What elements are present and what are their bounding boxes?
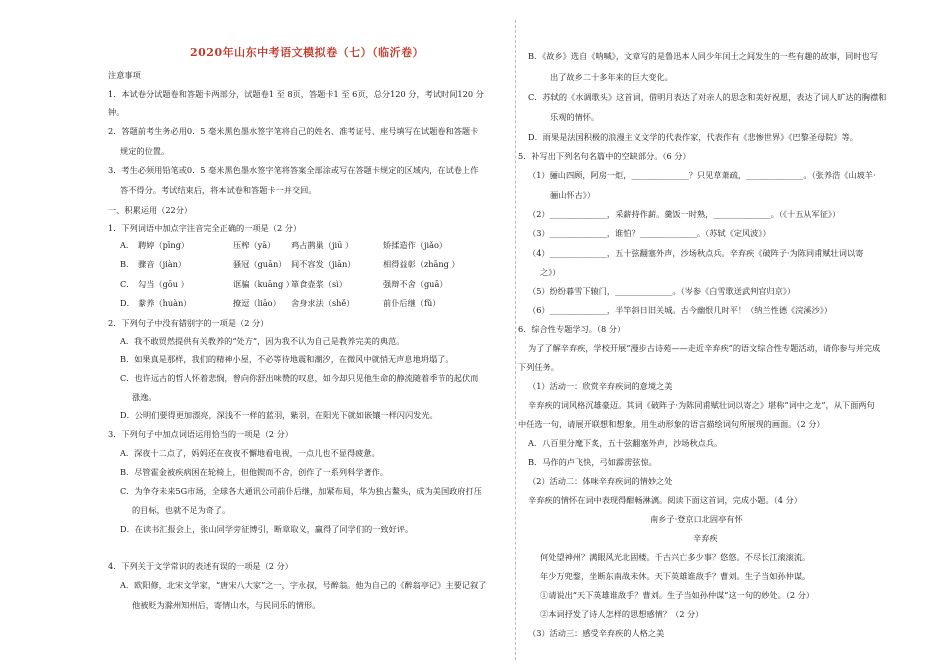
notice-line: 规定的位置。 <box>120 146 170 156</box>
q5-line-3: （3）______________，谁怕？______________。（苏轼《定风波》） <box>528 228 771 238</box>
q6-intro-cont: 下列任务。 <box>518 362 559 372</box>
option-word: 压榨（yā） <box>233 240 276 250</box>
q4-option-c-cont: 乐观的情怀。 <box>550 112 600 122</box>
question-5-stem: 5．补写出下列名句名篇中的空缺部分。（6 分） <box>518 151 691 161</box>
q3-option-c-cont: 的目标，也就不足为奇了。 <box>132 505 231 515</box>
notice-line: 3．考生必须用铅笔或0．5 毫米黑色墨水签字笔将答案全部涂或写在答题卡规定的区域内，在试卷上作 <box>108 165 479 175</box>
option-letter: B． <box>120 259 135 269</box>
q2-option-a: A．我不敢贸然提供有关教养的“处方”，因为我不认为自己是教养完美的典范。 <box>120 336 405 346</box>
q3-option-b: B．尽管霍金被疾病困在轮椅上，但他锲而不舍，创作了一系列科学著作。 <box>120 467 389 477</box>
q4-option-c: C．苏轼的《水调歌头》这首词，借明月表达了对亲人的思念和美好祝愿，表达了词人旷达的胸襟和 <box>528 92 887 102</box>
option-letter: D． <box>120 298 135 308</box>
q1-option-c <box>120 279 448 289</box>
q2-option-c-cont: 涨逸。 <box>132 392 157 402</box>
question-3-stem: 3．下列句子中加点词语运用恰当的一项是（2 分） <box>108 429 293 439</box>
q1-option-b <box>120 259 460 269</box>
q4-option-d: D．雨果是法国积极的浪漫主义文学的代表作家，代表作有《悲惨世界》《巴黎圣母院》等。 <box>528 132 858 142</box>
q4-option-b: B．《故乡》选自《呐喊》，文章写的是鲁迅本人同少年闰土之间发生的一些有趣的故事，同时也写 <box>528 51 878 61</box>
option-word: 相得益彰（zhāng ） <box>383 259 460 269</box>
notice-line: 1．本试卷分试题卷和答题卡两部分，试题卷1 至 8页，答题卡1 至 6页，总分120 分，考试时间120 分 <box>108 89 484 99</box>
q6-activity-1-text-cont: 中任选一句，请展开联想和想象，用生动形象的语言描绘词句所展现的画面。（2 分） <box>518 419 825 429</box>
q6-sub-question-2: ②本词抒发了诗人怎样的思想感情？（2 分） <box>540 609 704 619</box>
option-word: 箪食壶浆（sì） <box>291 279 347 289</box>
poem-title: 南乡子·登京口北固亭有怀 <box>650 514 743 524</box>
q6-activity-3: （3）活动三：感受辛弃疾的人格之美 <box>528 628 665 638</box>
q4-option-b-cont: 出了故乡二十多年来的巨大变化。 <box>550 72 673 82</box>
q4-option-a: A．欧阳修，北宋文学家，“唐宋八大家”之一，字永叔，号醉翁。他为自己的《醉翁亭记》主要记叙了 <box>120 580 487 590</box>
option-word: 鸡占鹊巢（jiū ） <box>291 240 354 250</box>
q6-activity-2-text: 辛弃疾的情怀在词中表现得酣畅淋漓。阅读下面这首词，完成小题。（4 分） <box>528 495 802 505</box>
q6-activity-2: （2）活动二：体味辛弃疾词的情妙之处 <box>528 476 673 486</box>
option-word: 强辩不舍（guā） <box>383 279 448 289</box>
option-word: 前仆后继（fǔ） <box>383 298 441 308</box>
option-letter: A． <box>120 240 135 250</box>
q2-option-b: B．如果真是那样，我们的精神小屋，不必等待地震和潮汐，在微风中就悄无声息地坍塌了。 <box>120 354 454 364</box>
q6-activity-1-option-b: B．马作的卢飞快，弓如霹雳弦惊。 <box>528 457 657 467</box>
q2-option-d: D．公明们要得更加漂亮，深浅不一样的蓝羽，紫羽，在阳光下就如嵌镶一样闪闪发光。 <box>120 410 438 420</box>
notice-line: 答不得分。考试结束后，将本试卷和答题卡一并交回。 <box>120 185 317 195</box>
option-word: 矫揉造作（jiǎo） <box>383 240 448 250</box>
column-divider <box>515 20 516 660</box>
poem-line: 何处望神州？满眼风光北固楼。千古兴亡多少事？悠悠。不尽长江滚滚流。 <box>540 552 811 562</box>
q5-line-4: （4）______________，五十弦翻塞外声，沙场秋点兵。辛弃疾《破阵子·为陈同甫赋壮词以寄 <box>528 248 864 258</box>
q6-activity-1-text: 辛弃疾的词风格沉雄豪迈。其词《破阵子·为陈同甫赋壮词以寄之》堪称“词中之龙”，从下面两句 <box>528 400 875 410</box>
q6-sub-question-1: ①请说出“天下英雄谁敌手？曹刘。生子当如孙仲谋”这一句的妙处。（2 分） <box>540 590 815 600</box>
option-word: 骤音（jiàn） <box>138 259 187 269</box>
q6-activity-1: （1）活动一：欣赏辛弃疾词的意境之美 <box>528 381 673 391</box>
option-letter: C． <box>120 279 135 289</box>
q5-line-1: （1）骊山四顾，阿房一炬，______________？只见草萧疏，______________。（张养浩《山坡羊· <box>528 170 876 180</box>
q5-line-5: （5）纷纷暮雪下辕门，______________。（岑参《白雪歌送武判官归京》） <box>528 286 796 296</box>
option-word: 撩逗（liāo） <box>233 298 281 308</box>
q4-option-a-cont: 他被贬为滁州知州后，寄情山水，与民同乐的情形。 <box>132 600 321 610</box>
poem-line: 年少万兜鍪，坐断东南战未休。天下英雄谁敌手？曹刘。生子当如孙仲谋。 <box>540 571 811 581</box>
option-word: 聘婷（pīng） <box>138 240 190 250</box>
q5-line-2: （2）______________，采薪持作薪。羹饭一时熟，______________。（《十五从军征》） <box>528 209 841 219</box>
option-word: 舍身求法（shě） <box>291 298 355 308</box>
q1-option-a <box>120 240 447 250</box>
q3-option-d: D．在读书汇报会上，张山同学旁征博引，断章取义，赢得了同学们的一致好评。 <box>120 524 414 534</box>
notice-heading: 注意事项 <box>108 70 141 80</box>
question-4-stem: 4．下列关于文学常识的表述有误的一项是（2 分） <box>108 561 293 571</box>
question-2-stem: 2．下列句子中没有错别字的一项是（2 分） <box>108 318 269 328</box>
q5-line-1-cont: 骊山怀古》） <box>550 190 596 200</box>
notice-line: 钟。 <box>108 107 125 117</box>
q3-option-a: A．深夜十二点了，妈妈还在夜夜不懈地看电视，一点儿也不显得疲惫。 <box>120 448 380 458</box>
section-heading: 一、积累运用（22分） <box>108 205 193 215</box>
q2-option-c: C．也许远古的哲人怀着悲悯，曾向你舒出味赞的叹息，如今却只见他生命的静流随着季节的起伏而 <box>120 373 479 383</box>
option-word: 勾当（gōu ） <box>138 279 189 289</box>
option-word: 间不容发（jiān） <box>291 259 356 269</box>
q3-option-c: C．为争夺未来5G市场，全球各大通讯公司前仆后继，加紧布局，华为独占鳌头，成为美国政府打压 <box>120 486 482 496</box>
q5-line-6: （6）______________，半竿斜日旧关城。古今幽恨几时平！（纳兰性德《浣溪沙》） <box>528 305 833 315</box>
notice-line: 2．答题前考生务必用0．5 毫米黑色墨水签字笔将自己的姓名、准考证号、座号填写在试题卷和答题卡 <box>108 126 479 136</box>
q6-activity-1-option-a: A．八百里分麾下炙，五十弦翻塞外声，沙场秋点兵。 <box>528 438 723 448</box>
q6-intro: 为了了解辛弃疾，学校开展“漫步古诗苑——走近辛弃疾”的语文综合性专题活动，请你参与并完成 <box>528 343 881 353</box>
q5-line-4-cont: 之》） <box>540 267 561 277</box>
poem-author: 辛弃疾 <box>693 533 718 543</box>
q1-option-d <box>120 298 440 308</box>
exam-title: 2020年山东中考语文模拟卷（七）（临沂卷） <box>190 46 425 59</box>
option-word: 骚冠（guān） <box>233 259 287 269</box>
option-word: 豢养（huàn） <box>138 298 192 308</box>
question-1-stem: 1．下列词语中加点字注音完全正确的一项是（2 分） <box>108 223 302 233</box>
question-6-stem: 6．综合性专题学习。（8 分） <box>518 324 626 334</box>
option-word: 诓骗（kuāng ） <box>233 279 294 289</box>
